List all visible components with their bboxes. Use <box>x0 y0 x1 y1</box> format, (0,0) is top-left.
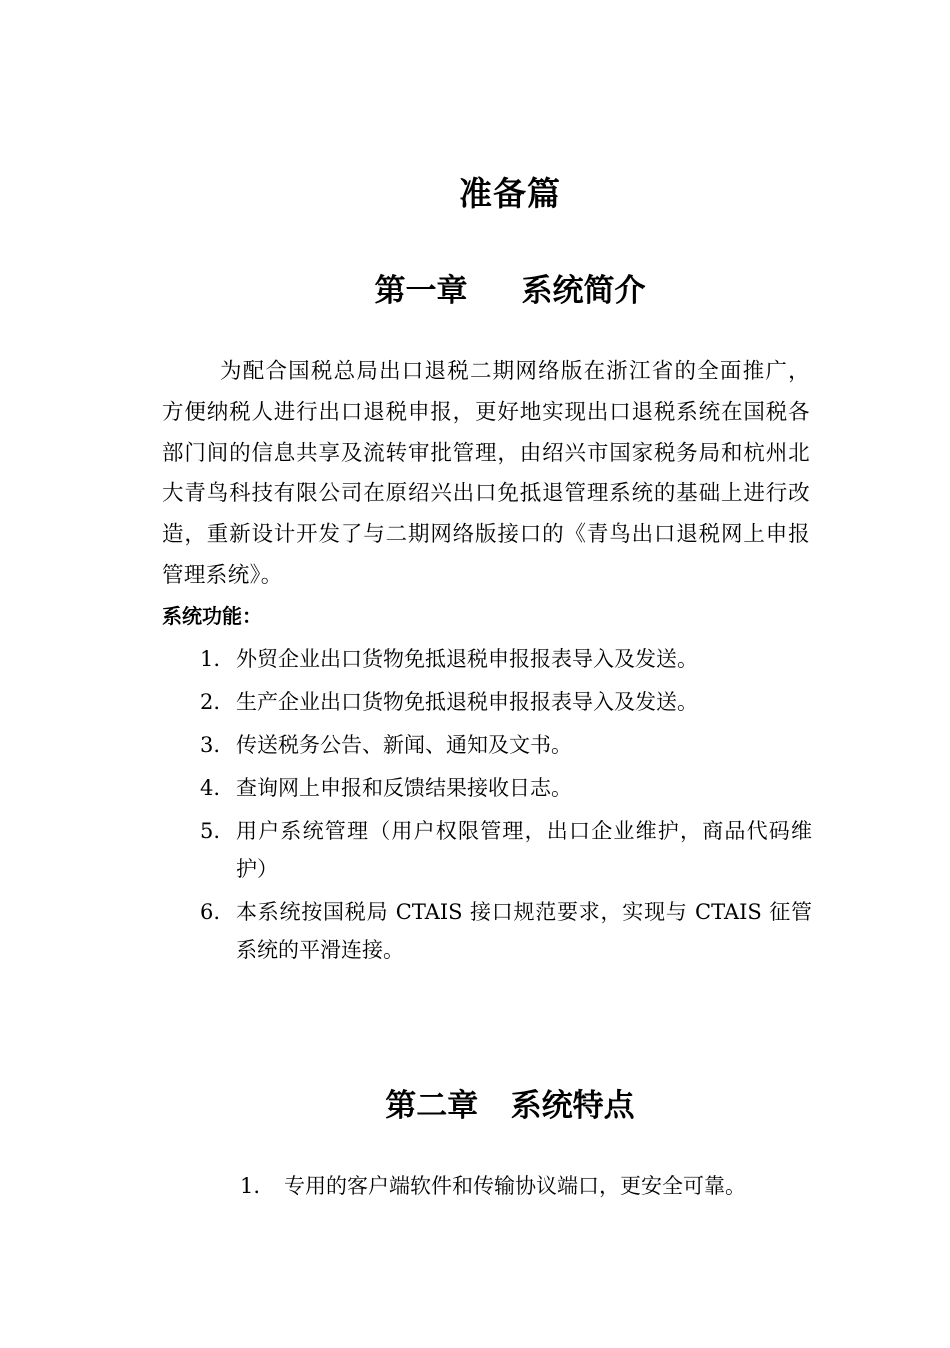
list-item-number: 5. <box>200 819 221 843</box>
list-item-text: 查询网上申报和反馈结果接收日志。 <box>236 776 572 800</box>
list-item <box>200 812 812 888</box>
functions-heading: 系统功能： <box>162 604 262 628</box>
chapter-1-title: 第一章 系统简介 <box>374 273 646 309</box>
page-title: 准备篇 <box>459 174 561 213</box>
list-item-number: 1. <box>240 1174 261 1198</box>
list-item-text: 用户系统管理（用户权限管理，出口企业维护，商品代码维护） <box>236 819 812 881</box>
list-item-text: 本系统按国税局 CTAIS 接口规范要求，实现与 CTAIS 征管系统的平滑连接。 <box>236 900 812 962</box>
list-item-number: 3. <box>200 733 221 757</box>
chapter-2-title: 第二章 系统特点 <box>385 1088 635 1124</box>
list-item-number: 2. <box>200 690 221 714</box>
intro-paragraph: 为配合国税总局出口退税二期网络版在浙江省的全面推广， 方便纳税人进行出口退税申报，更好地实现出口退税系统在国税各部门间的信息共享及流转审批管理，由绍兴市国家税务局和杭州北大青鸟科技有限公司在原绍兴出口免抵退管理系统的基础上进行改造，重新设计开发了与二期网络版接口的《青鸟出口退税网上申报管理系统》。 <box>162 359 810 588</box>
list-item <box>200 640 812 678</box>
list-item-text: 生产企业出口货物免抵退税申报报表导入及发送。 <box>236 690 698 714</box>
list-item-text: 外贸企业出口货物免抵退税申报报表导入及发送。 <box>236 647 698 671</box>
list-item <box>200 893 812 969</box>
list-item <box>200 726 812 764</box>
list-item-text: 专用的客户端软件和传输协议端口，更安全可靠。 <box>284 1174 746 1198</box>
list-item-text: 传送税务公告、新闻、通知及文书。 <box>236 733 572 757</box>
features-list <box>240 1166 820 1206</box>
list-item-number: 4. <box>200 776 221 800</box>
list-item <box>200 683 812 721</box>
list-item <box>240 1166 820 1206</box>
list-item-number: 1. <box>200 647 221 671</box>
list-item <box>200 769 812 807</box>
list-item-number: 6. <box>200 900 221 924</box>
functions-list <box>200 640 812 974</box>
